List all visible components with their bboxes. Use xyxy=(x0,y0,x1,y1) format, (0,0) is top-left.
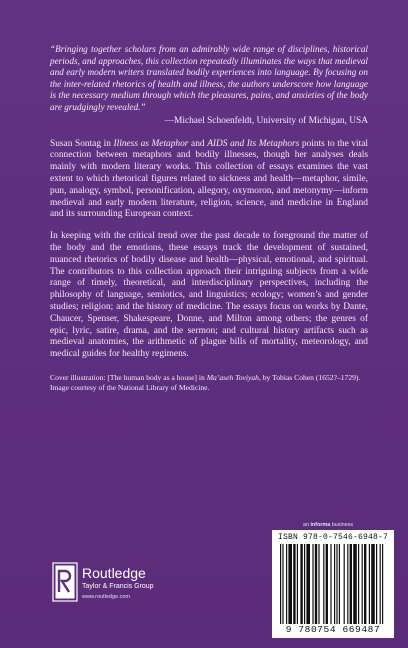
paragraph1-part3: points to the vital connection between metaphors and bodily illnesses, though her analyses deals mainly with modern literary works. This collection of essays examines the vast extent to which rhetorical figures related to sickness and health—metaphor, simile, pun, analogy, symbol, personification, allegory, oxymoron, and metonymy—inform medieval and early modern literature, religion, science, and medicine in England and its surrounding European context. xyxy=(50,138,368,220)
paragraph1-title1: Illness as Metaphor xyxy=(113,138,189,149)
informa-business-tag xyxy=(303,522,393,528)
informa-brand: informa xyxy=(310,522,331,528)
paragraph1-part2: and xyxy=(188,138,208,149)
isbn-barcode xyxy=(272,530,394,638)
barcode-bars xyxy=(280,544,386,624)
publisher-group: Taylor & Francis Group xyxy=(82,583,154,590)
paragraph1-title2: AIDS and Its Metaphors xyxy=(207,138,300,149)
description-paragraph-1 xyxy=(50,139,368,222)
cover-illustration-credit xyxy=(50,373,368,393)
quote-attribution: —Michael Schoenfeldt, University of Michigan, USA xyxy=(164,115,368,126)
cover-text-block xyxy=(50,44,368,393)
credit-part1: Cover illustration: [The human body as a house] in xyxy=(50,372,207,382)
publisher-url[interactable]: www.routledge.com xyxy=(82,594,130,600)
description-paragraph-2: In keeping with the critical trend over the past decade to foreground the matter of the body and the emotions, these essays track the development of sustained, nuanced rhetorics of bodily disease and health—physical, emotional, and spiritual. The contributors to this collection approach their intriguing subjects from a wide range of timely, theoretical, and interdisciplinary perspectives, including the philosophy of language, semiotics, and linguistics; ecology; women’s and gender studies; religion; and the history of medicine. The essays focus on works by Dante, Chaucer, Spenser, Shakespeare, Donne, and Milton among others; the genres of epic, lyric, satire, drama, and the sermon; and cultural history artifacts such as medieval anatomies, the arithmetic of plague bills of mortality, meteorology, and medical guides for healthy regimens. xyxy=(50,231,368,360)
informa-prefix: an xyxy=(303,522,311,528)
routledge-emblem-icon xyxy=(52,562,78,602)
paragraph1-part1: Susan Sontag in xyxy=(50,138,114,149)
informa-suffix: business xyxy=(330,522,354,528)
credit-part2: , by Tobias Cohen (1652?–1729). Image courtesy of the National Library of Medicine. xyxy=(50,372,361,392)
routledge-logo xyxy=(52,562,202,606)
barcode-digits: 9 780754 669487 xyxy=(285,624,381,635)
isbn-label: ISBN 978-0-7546-6948-7 xyxy=(277,533,389,542)
endorsement-quote: “Bringing together scholars from an admirably wide range of disciplines, historical periods, and approaches, this collection repeatedly illuminates the ways that medieval and early modern writers translated bodily experiences into language. By focusing on the inter-related rhetorics of health and illness, the authors underscore how language is the necessary medium through which the pleasures, pains, and anxieties of the body are grudgingly revealed.” xyxy=(50,44,368,112)
publisher-name: Routledge xyxy=(82,565,146,581)
credit-title: Ma’aseh Toviyah xyxy=(206,372,259,382)
